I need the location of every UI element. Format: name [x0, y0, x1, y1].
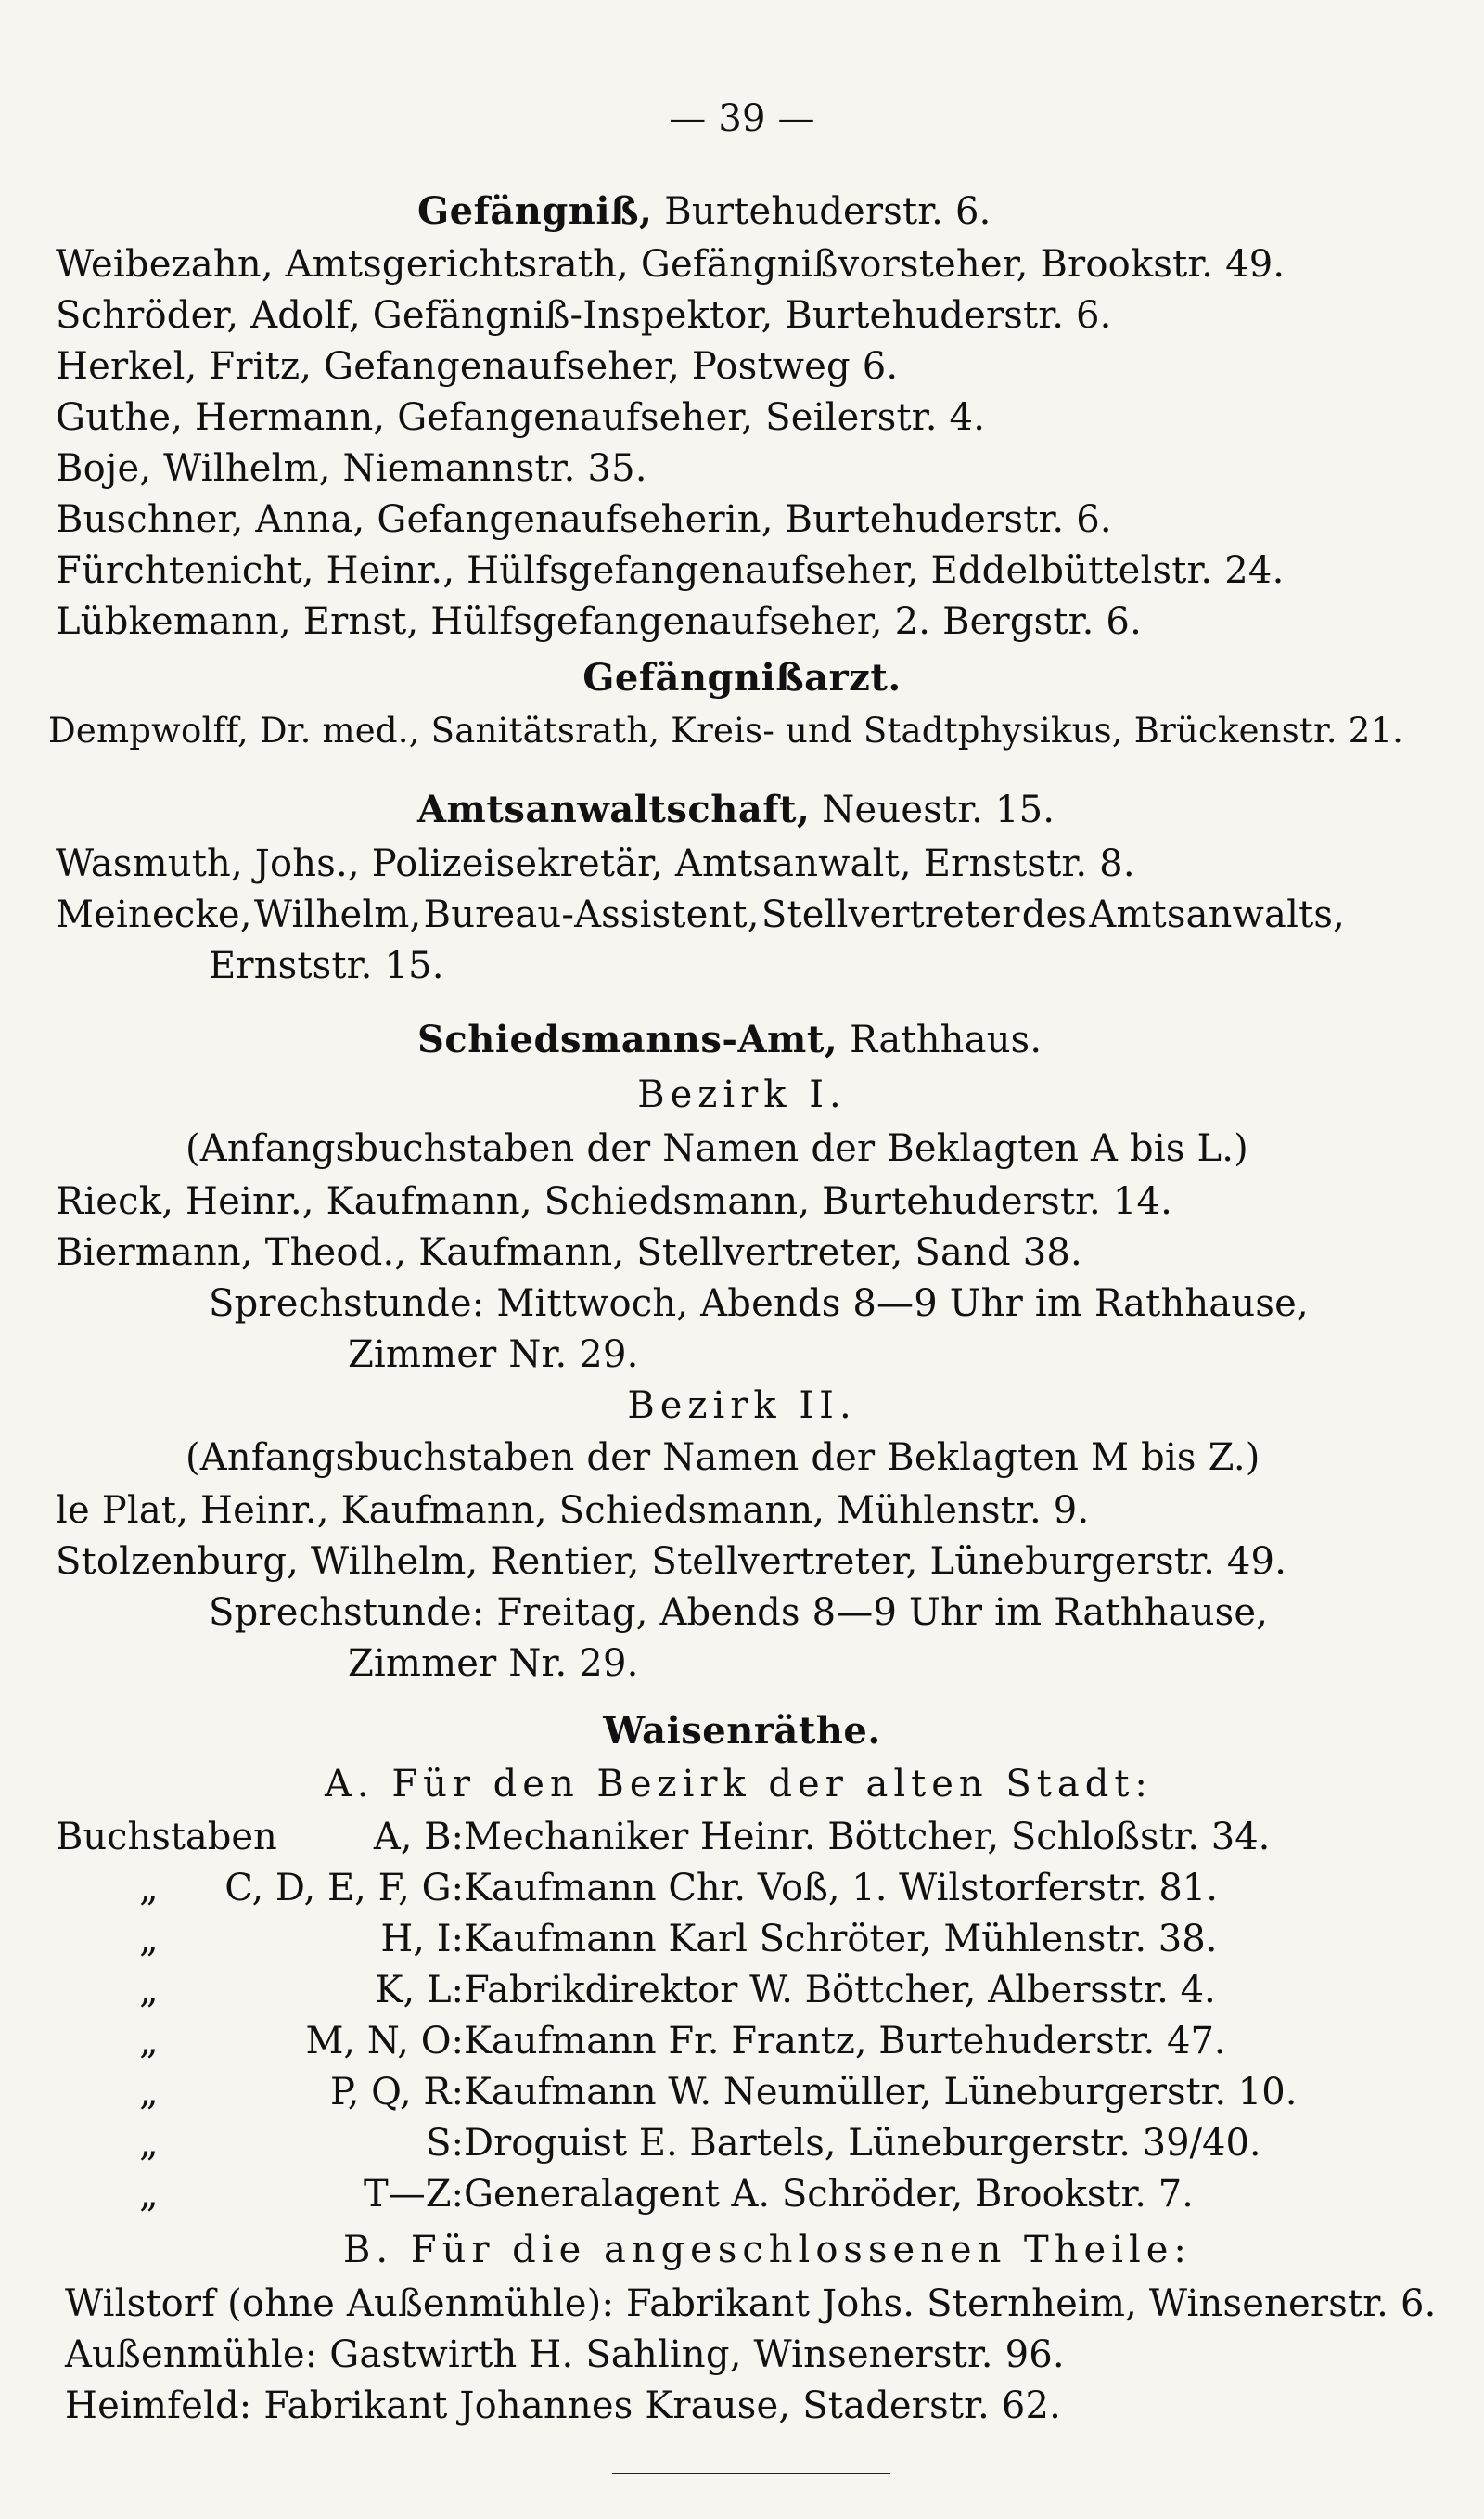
list-item: le Plat, Heinr., Kaufmann, Schiedsmann, Mühlenstr. 9. — [56, 1489, 1090, 1532]
list-item — [56, 893, 1345, 936]
subsection-heading: B. Für die angeschlossenen Theile: — [343, 2229, 1192, 2271]
ditto-mark: „ — [139, 2020, 159, 2063]
row-entry: Generalagent A. Schröder, Brookstr. 7. — [464, 2173, 1194, 2216]
section-title: Schiedsmanns-Amt, — [417, 1018, 838, 1061]
bezirk-range: (Anfangsbuchstaben der Namen der Beklagten M bis Z.) — [186, 1436, 1260, 1479]
page-number: — 39 — — [669, 97, 815, 140]
list-item: Lübkemann, Ernst, Hülfsgefangenaufseher, 2. Bergstr. 6. — [56, 600, 1142, 643]
row-letters: C, D, E, F, G: — [224, 1867, 464, 1909]
row-entry: Kaufmann W. Neumüller, Lüneburgerstr. 10. — [464, 2071, 1298, 2114]
section-address: Neuestr. 15. — [810, 789, 1055, 831]
row-entry: Mechaniker Heinr. Böttcher, Schloßstr. 34. — [464, 1816, 1271, 1858]
ditto-mark: „ — [139, 2122, 159, 2165]
section-title: Gefängniß, — [417, 189, 653, 233]
word: Bureau-Assistent, — [423, 893, 760, 936]
table-row — [56, 1816, 1447, 1858]
section-address: Rathhaus. — [838, 1019, 1043, 1061]
row-letters: H, I: — [380, 1918, 464, 1960]
table-row — [56, 2173, 1447, 2216]
list-item: Rieck, Heinr., Kaufmann, Schiedsmann, Burtehuderstr. 14. — [56, 1180, 1173, 1223]
office-hours: Sprechstunde: Freitag, Abends 8—9 Uhr im Rathhause, — [209, 1591, 1269, 1634]
row-letters: K, L: — [375, 1969, 464, 2011]
list-item: Guthe, Hermann, Gefangenaufseher, Seilerstr. 4. — [56, 396, 986, 439]
row-prefix: Buchstaben — [56, 1816, 277, 1858]
room-number: Zimmer Nr. 29. — [348, 1333, 639, 1376]
ditto-mark: „ — [139, 1918, 159, 1960]
table-row — [56, 1867, 1447, 1909]
bezirk-title: Bezirk I. — [637, 1073, 847, 1116]
word: Meinecke, — [56, 893, 252, 936]
ditto-mark: „ — [139, 1969, 159, 2011]
table-row — [56, 1918, 1447, 1960]
office-hours: Sprechstunde: Mittwoch, Abends 8—9 Uhr im Rathhause, — [209, 1282, 1309, 1325]
row-letters: S: — [426, 2122, 464, 2165]
row-letters: T—Z: — [364, 2173, 464, 2216]
bezirk-range: (Anfangsbuchstaben der Namen der Beklagten A bis L.) — [186, 1127, 1248, 1170]
list-item: Stolzenburg, Wilhelm, Rentier, Stellvertreter, Lüneburgerstr. 49. — [56, 1540, 1287, 1583]
list-item: Herkel, Fritz, Gefangenaufseher, Postweg 6. — [56, 345, 899, 388]
row-letters: A, B: — [373, 1816, 464, 1858]
section-heading-amtsanwaltschaft — [417, 789, 1055, 831]
list-item: Heimfeld: Fabrikant Johannes Krause, Staderstr. 62. — [65, 2384, 1062, 2427]
list-item: Boje, Wilhelm, Niemannstr. 35. — [56, 447, 647, 490]
bezirk-title: Bezirk II. — [627, 1384, 857, 1427]
list-item: Dempwolff, Dr. med., Sanitätsrath, Kreis- und Stadtphysikus, Brückenstr. 21. — [48, 711, 1404, 751]
table-row — [56, 2020, 1447, 2063]
table-row — [56, 2122, 1447, 2165]
row-entry: Kaufmann Karl Schröter, Mühlenstr. 38. — [464, 1918, 1218, 1960]
section-heading-schiedsmann — [417, 1019, 1042, 1061]
ditto-mark: „ — [139, 2173, 159, 2216]
list-item: Wasmuth, Johs., Polizeisekretär, Amtsanwalt, Ernststr. 8. — [56, 842, 1135, 885]
list-item: Fürchtenicht, Heinr., Hülfsgefangenaufseher, Eddelbüttelstr. 24. — [56, 549, 1285, 592]
section-heading-gefaengnis — [417, 190, 991, 233]
section-heading-gefaengnisarzt: Gefängnißarzt. — [582, 656, 902, 700]
ditto-mark: „ — [139, 2071, 159, 2114]
row-entry: Fabrikdirektor W. Böttcher, Albersstr. 4. — [464, 1969, 1216, 2011]
word: Amtsanwalts, — [1089, 893, 1345, 936]
row-entry: Droguist E. Bartels, Lüneburgerstr. 39/40. — [464, 2122, 1261, 2165]
list-item: Biermann, Theod., Kaufmann, Stellvertreter, Sand 38. — [56, 1231, 1082, 1274]
list-item: Buschner, Anna, Gefangenaufseherin, Burtehuderstr. 6. — [56, 498, 1112, 541]
word: des — [1021, 893, 1088, 936]
room-number: Zimmer Nr. 29. — [348, 1642, 639, 1685]
ditto-mark: „ — [139, 1867, 159, 1909]
list-item: Wilstorf (ohne Außenmühle): Fabrikant Johs. Sternheim, Winsenerstr. 6. — [65, 2282, 1437, 2325]
row-letters: M, N, O: — [305, 2020, 464, 2063]
row-entry: Kaufmann Fr. Frantz, Burtehuderstr. 47. — [464, 2020, 1226, 2063]
word: Wilhelm, — [253, 893, 422, 936]
list-item-continuation: Ernststr. 15. — [209, 945, 444, 987]
list-item: Außenmühle: Gastwirth H. Sahling, Winsenerstr. 96. — [65, 2333, 1065, 2376]
table-row — [56, 2071, 1447, 2114]
row-letters: P, Q, R: — [329, 2071, 464, 2114]
subsection-heading: A. Für den Bezirk der alten Stadt: — [325, 1763, 1153, 1806]
footer-rule — [612, 2473, 890, 2474]
section-title: Amtsanwaltschaft, — [417, 788, 811, 831]
section-address: Burtehuderstr. 6. — [652, 190, 991, 233]
table-row — [56, 1969, 1447, 2011]
word: Stellvertreter — [761, 893, 1020, 936]
list-item: Weibezahn, Amtsgerichtsrath, Gefängnißvorsteher, Brookstr. 49. — [56, 243, 1286, 286]
list-item: Schröder, Adolf, Gefängniß-Inspektor, Burtehuderstr. 6. — [56, 294, 1112, 337]
section-heading-waisenraethe: Waisenräthe. — [603, 1709, 881, 1753]
row-entry: Kaufmann Chr. Voß, 1. Wilstorferstr. 81. — [464, 1867, 1218, 1909]
